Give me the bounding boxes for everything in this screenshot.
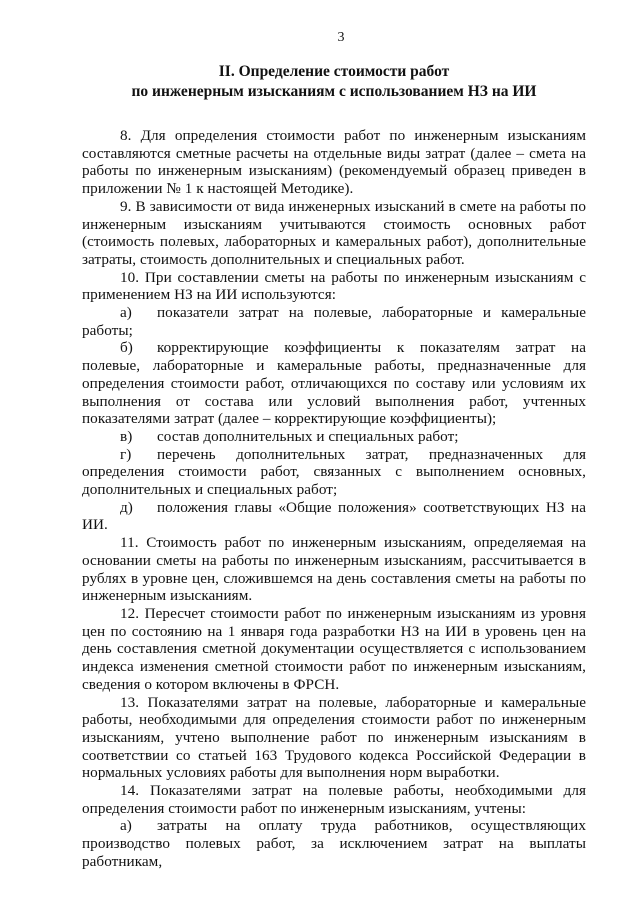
list-item-a: а) показатели затрат на полевые, лабораторные и камеральные работы;: [82, 304, 586, 339]
page-number: 3: [337, 30, 345, 45]
paragraph-8: 8. Для определения стоимости работ по инженерным изысканиям составляются сметные расчеты на отдельные виды затрат (далее – смета на работы по инженерным изысканиям) (рекомендуемый образец приведен в приложении № 1 к настоящей Методике).: [82, 127, 586, 198]
list-marker: д): [120, 498, 133, 516]
paragraph-14: 14. Показателями затрат на полевые работы, необходимыми для определения стоимости работ по инженерным изысканиям, учтены:: [82, 782, 586, 817]
paragraph-9: 9. В зависимости от вида инженерных изысканий в смете на работы по инженерным изысканиям учитываются стоимость основных работ (стоимость полевых, лабораторных и камеральных работ), дополнительные затраты, стоимость дополнительных и специальных работ.: [82, 197, 586, 268]
list-marker: б): [120, 339, 133, 357]
paragraph-10: 10. При составлении сметы на работы по инженерным изысканиям с применением НЗ на ИИ используются:: [82, 268, 586, 304]
body-text: [82, 127, 586, 871]
section-heading: [82, 62, 586, 102]
list-item-b: б) корректирующие коэффициенты к показателям затрат на полевые, лабораторные и камеральные работы, предназначенные для определения стоимости работ, отличающихся по составу или условиям их выполнения от состава или условий выполнения работ, учтенных показателями затрат (далее – корректирующие коэффициенты);: [82, 339, 586, 428]
list-marker: в): [120, 427, 133, 445]
list-marker: а): [120, 817, 132, 835]
paragraph-12: 12. Пересчет стоимости работ по инженерным изысканиям из уровня цен по состоянию на 1 января года разработки НЗ на ИИ в уровень цен на день составления сметной документации осуществляется с использованием индекса изменения сметной стоимости работ по инженерным изысканиям, сведения о котором включены в ФРСН.: [82, 604, 586, 693]
list-marker: г): [120, 445, 132, 463]
list-item-v: в) состав дополнительных и специальных работ;: [120, 427, 459, 445]
list-item-a-2: а) затраты на оплату труда работников, осуществляющих производство полевых работ, за исключением затрат на выплаты работникам,: [82, 817, 586, 870]
paragraph-13: 13. Показателями затрат на полевые, лабораторные и камеральные работы, необходимыми для определения стоимости работ по инженерным изысканиям, учтено выполнение работ по инженерным изысканиям в соответствии со статьей 163 Трудового кодекса Российской Федерации в нормальных условиях работы для выполнения норм выработки.: [82, 693, 586, 782]
list-marker: а): [120, 304, 132, 322]
section-heading-line-1: II. Определение стоимости работ: [218, 63, 450, 80]
paragraph-11: 11. Стоимость работ по инженерным изысканиям, определяемая на основании сметы на работы по инженерным изысканиям, рассчитывается в рублях в уровне цен, сложившемся на день составления сметы на работы по инженерным изысканиям.: [82, 534, 586, 605]
list-item-g: г) перечень дополнительных затрат, предназначенных для определения стоимости работ, связанных с выполнением основных, дополнительных и специальных работ;: [82, 445, 586, 499]
list-item-d: д) положения главы «Общие положения» соответствующих НЗ на ИИ.: [82, 498, 586, 534]
section-heading-line-2: по инженерным изысканиям с использованием НЗ на ИИ: [131, 83, 537, 100]
